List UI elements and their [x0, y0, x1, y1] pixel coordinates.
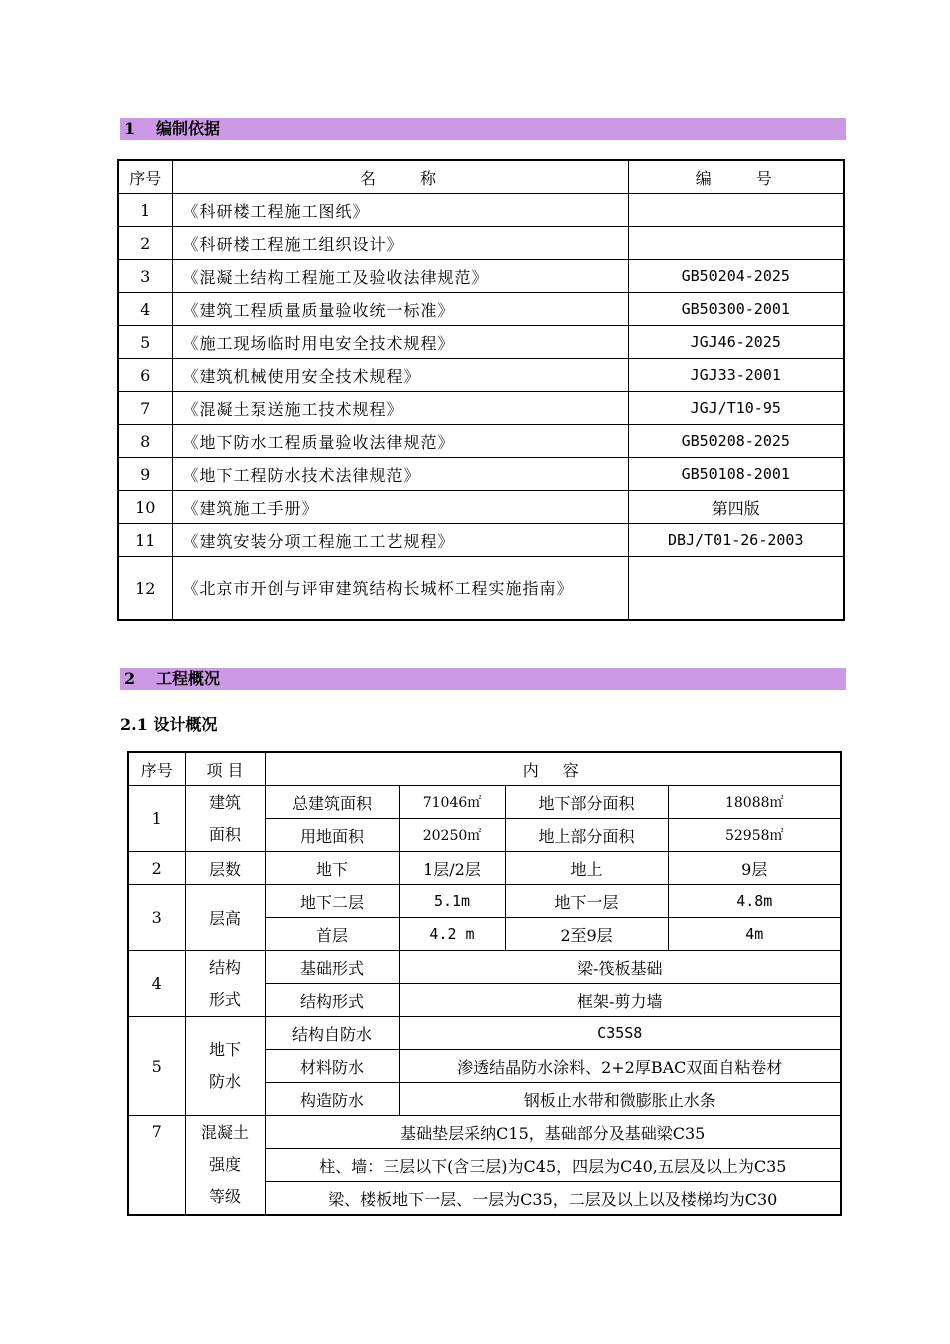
cell-label: 结构自防水 — [265, 1017, 399, 1050]
table-row — [118, 392, 844, 425]
table-row — [128, 951, 841, 984]
section-title: 工程概况 — [156, 669, 221, 688]
row-code: JGJ46-2025 — [628, 326, 844, 359]
row-item: 层高 — [185, 885, 265, 951]
row-no: 4 — [118, 293, 172, 326]
cell-value: 钢板止水带和微膨胀止水条 — [399, 1083, 841, 1116]
cell-label: 构造防水 — [265, 1083, 399, 1116]
row-no: 4 — [128, 951, 185, 1017]
cell-label: 材料防水 — [265, 1050, 399, 1083]
cell-label: 2至9层 — [505, 918, 668, 951]
row-code: GB50300-2001 — [628, 293, 844, 326]
basis-table — [117, 159, 845, 621]
table-row — [118, 194, 844, 227]
table-row — [118, 260, 844, 293]
cell-value: 4.2 m — [399, 918, 505, 951]
row-code: 第四版 — [628, 491, 844, 524]
row-no: 3 — [128, 885, 185, 951]
row-no: 1 — [118, 194, 172, 227]
row-no: 7 — [118, 392, 172, 425]
table-row — [128, 1017, 841, 1050]
cell-value: C35S8 — [399, 1017, 841, 1050]
section-number: 2 — [124, 669, 136, 688]
section-2-heading — [120, 668, 846, 690]
row-name: 《科研楼工程施工图纸》 — [172, 194, 628, 227]
cell-value: 18088㎡ — [668, 786, 841, 819]
cell-value: 梁、楼板地下一层、一层为C35，二层及以上以及楼梯均为C30 — [265, 1182, 841, 1216]
row-code: DBJ/T01-26-2003 — [628, 524, 844, 557]
header-no: 序号 — [128, 752, 185, 786]
table-row — [118, 359, 844, 392]
row-no: 12 — [118, 557, 172, 621]
design-overview-table — [127, 751, 842, 1216]
cell-label: 结构形式 — [265, 984, 399, 1017]
cell-value: 梁-筏板基础 — [399, 951, 841, 984]
cell-label: 地下 — [265, 852, 399, 885]
row-name: 《建筑机械使用安全技术规程》 — [172, 359, 628, 392]
table-row — [118, 524, 844, 557]
header-item: 项 目 — [185, 752, 265, 786]
cell-value: 柱、墙：三层以下(含三层)为C45，四层为C40,五层及以上为C35 — [265, 1149, 841, 1182]
cell-label: 地上部分面积 — [505, 819, 668, 852]
table-row — [118, 326, 844, 359]
row-no: 10 — [118, 491, 172, 524]
cell-label: 地下二层 — [265, 885, 399, 918]
table-row — [128, 885, 841, 918]
row-item: 建筑 面积 — [185, 786, 265, 852]
row-code — [628, 557, 844, 621]
row-name: 《科研楼工程施工组织设计》 — [172, 227, 628, 260]
cell-value: 基础垫层采纳C15，基础部分及基础梁C35 — [265, 1116, 841, 1149]
cell-label: 用地面积 — [265, 819, 399, 852]
cell-value: 渗透结晶防水涂料、2+2厚BAC双面自粘卷材 — [399, 1050, 841, 1083]
row-name: 《地下工程防水技术法律规范》 — [172, 458, 628, 491]
row-no: 11 — [118, 524, 172, 557]
section-number: 1 — [124, 119, 136, 138]
row-name: 《混凝土泵送施工技术规程》 — [172, 392, 628, 425]
cell-label: 地下部分面积 — [505, 786, 668, 819]
table-row — [118, 293, 844, 326]
table-row — [128, 786, 841, 819]
table-header-row — [128, 752, 841, 786]
cell-value: 52958㎡ — [668, 819, 841, 852]
row-code: JGJ/T10-95 — [628, 392, 844, 425]
row-item: 层数 — [185, 852, 265, 885]
header-name: 名 称 — [172, 160, 628, 194]
cell-label: 地下一层 — [505, 885, 668, 918]
row-code — [628, 194, 844, 227]
table-row — [118, 557, 844, 621]
table-row — [118, 491, 844, 524]
header-content: 内 容 — [265, 752, 841, 786]
cell-value: 20250㎡ — [399, 819, 505, 852]
header-code: 编 号 — [628, 160, 844, 194]
row-code — [628, 227, 844, 260]
table-row — [118, 227, 844, 260]
cell-label: 总建筑面积 — [265, 786, 399, 819]
row-item: 地下 防水 — [185, 1017, 265, 1116]
row-no: 2 — [118, 227, 172, 260]
row-name: 《建筑工程质量质量验收统一标准》 — [172, 293, 628, 326]
row-name: 《建筑施工手册》 — [172, 491, 628, 524]
table-row — [118, 458, 844, 491]
row-no: 9 — [118, 458, 172, 491]
cell-label: 基础形式 — [265, 951, 399, 984]
row-no: 7 — [128, 1116, 185, 1216]
row-code: GB50204-2025 — [628, 260, 844, 293]
cell-label: 地上 — [505, 852, 668, 885]
cell-value: 4.8m — [668, 885, 841, 918]
section-1-heading — [120, 118, 846, 140]
subsection-title: 2.1 设计概况 — [120, 715, 218, 734]
cell-value: 5.1m — [399, 885, 505, 918]
section-title: 编制依据 — [156, 119, 221, 138]
row-code: JGJ33-2001 — [628, 359, 844, 392]
row-code: GB50208-2025 — [628, 425, 844, 458]
row-item: 混凝土 强度 等级 — [185, 1116, 265, 1216]
row-no: 8 — [118, 425, 172, 458]
row-no: 5 — [128, 1017, 185, 1116]
row-name: 《混凝土结构工程施工及验收法律规范》 — [172, 260, 628, 293]
row-no: 3 — [118, 260, 172, 293]
table-row — [128, 852, 841, 885]
row-no: 6 — [118, 359, 172, 392]
cell-value: 71046㎡ — [399, 786, 505, 819]
cell-value: 1层/2层 — [399, 852, 505, 885]
table-header-row — [118, 160, 844, 194]
table-row — [118, 425, 844, 458]
cell-value: 框架-剪力墙 — [399, 984, 841, 1017]
row-name: 《建筑安装分项工程施工工艺规程》 — [172, 524, 628, 557]
row-code: GB50108-2001 — [628, 458, 844, 491]
cell-value: 4m — [668, 918, 841, 951]
cell-label: 首层 — [265, 918, 399, 951]
row-no: 2 — [128, 852, 185, 885]
cell-value: 9层 — [668, 852, 841, 885]
row-item: 结构 形式 — [185, 951, 265, 1017]
row-name: 《施工现场临时用电安全技术规程》 — [172, 326, 628, 359]
header-no: 序号 — [118, 160, 172, 194]
row-name: 《地下防水工程质量验收法律规范》 — [172, 425, 628, 458]
row-name: 《北京市开创与评审建筑结构长城杯工程实施指南》 — [172, 557, 628, 621]
table-row — [128, 1116, 841, 1149]
row-no: 1 — [128, 786, 185, 852]
row-no: 5 — [118, 326, 172, 359]
